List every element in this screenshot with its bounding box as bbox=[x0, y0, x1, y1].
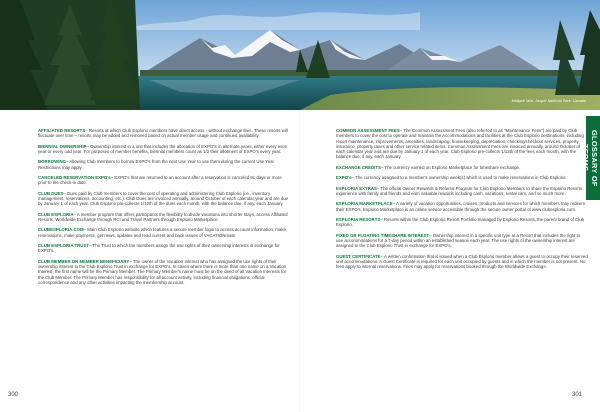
glossary-definition: – Resorts within the Club Esplorio Resort Portfolio managed by Esplorio Resorts, the parent brand of Club Esplorio. bbox=[336, 216, 585, 228]
page-gutter bbox=[299, 110, 301, 412]
glossary-definition: – The currency earned on Esplorio Marketplace for timeshare exchange. bbox=[380, 164, 521, 170]
glossary-term: EXCHANGE CREDITS bbox=[336, 164, 381, 170]
glossary-entry bbox=[38, 243, 290, 254]
mountain-lake-illustration bbox=[0, 0, 600, 110]
glossary-entry bbox=[38, 128, 290, 139]
glossary-entry bbox=[336, 254, 588, 270]
glossary-definition: – A member program that offers participants the flexibility to divide vacations into shorter stays, access Affiliated Resorts, Worldwide Exchange through RCI and Travel Partners through Esplorio Marketplace. bbox=[38, 211, 288, 222]
glossary-entry bbox=[336, 186, 588, 197]
glossary-entry bbox=[38, 159, 290, 170]
glossary-term: FIXED OR FLOATING TIMESHARE INTEREST bbox=[336, 232, 430, 238]
glossary-entry bbox=[38, 175, 290, 186]
glossary-term: AFFILIATED RESORTS bbox=[38, 128, 86, 133]
glossary-term: CLUB MEMBER OR MEMBER BENEFICIARY bbox=[38, 258, 130, 264]
glossary-term: EXPO's bbox=[336, 175, 352, 181]
glossary-definition: – The official Owner Rewards & Referral Program for Club Esplorio Members to share the Esplorio Resorts experience with family and friends and earn valuable rewards including cash, vacations, rental cars, and so much more. bbox=[336, 185, 583, 196]
glossary-entry bbox=[336, 233, 588, 249]
page-number-right: 301 bbox=[571, 392, 582, 398]
glossary-term: CANCELED RESERVATION EXPO's bbox=[38, 175, 111, 181]
glossary-term: ESPLORIA MARKETPLACE bbox=[336, 201, 393, 207]
glossary-entry bbox=[38, 191, 290, 207]
glossary-definition: – Resorts at which Club Esplorio members have direct access - without exchange fees. These resorts will fluctuate over time – resorts may be added and removed based on actual member usage and continued availability. bbox=[38, 128, 288, 139]
glossary-definition: – Allowing Club members to borrow EXPO's from the next Use Year to use them during the current Use Year. Restrictions may apply. bbox=[38, 159, 275, 170]
glossary-term: CLUB DUES bbox=[38, 190, 64, 196]
glossary-term: COMMON ASSESSMENT FEES bbox=[336, 128, 400, 133]
glossary-definition: – The currency assigned to a member's ownership week(s) which is used to make reservations in Club Esplorio. bbox=[351, 175, 567, 181]
header-photo bbox=[0, 0, 600, 110]
glossary-entry bbox=[336, 217, 588, 228]
glossary-entry bbox=[336, 201, 588, 212]
photo-caption: Maligne lake, Jasper National Park, Canada bbox=[511, 99, 586, 103]
glossary-definition: – A written confirmation that is issued when a Club Esplorio member allows a guest to occupy their reserved unit accommodations. A Guest Certificate is required for each unit occupied by guests and in which the member is not present. No fees apply to internal reservations. Fees may apply for reservations booked through the Worldwide Exchange. bbox=[336, 253, 588, 270]
glossary-definition: – The Trust to which the members assign the use rights of their ownership interests in exchange for EXPO's. bbox=[38, 243, 280, 254]
glossary-term: GUEST CERTIFICATE bbox=[336, 253, 381, 259]
glossary-term: BORROWING bbox=[38, 159, 66, 165]
glossary-term: ESPLORIA EXTRAS bbox=[336, 185, 377, 191]
glossary-definition: – A variety of vacation opportunities, cruises, products and services for which members may redeem their EXPO's. Esplorio Marketplace is an online service accessible through the secure owner portal of www.clubesploria.com. bbox=[336, 201, 585, 212]
glossary-entry bbox=[38, 144, 290, 155]
glossary-entry bbox=[38, 259, 290, 285]
glossary-term: BIENNIAL OWNERSHIP bbox=[38, 143, 87, 149]
glossary-definition: – The owner of the Vacation Interest who has assigned the use rights of their ownership interest to the Club Esplorio Trust in exchange for EXPO's. In cases where there is more than one name on a Vacation Interest, the first name will be the Primary Member. The Primary Member's name must be on the deed of all Vacation Interests for the Club Member. The Primary Member has responsibility for all account activity, including financial obligations, official correspondence and any other activities impacting the membership account. bbox=[38, 258, 287, 285]
glossary-term: CLUB ESPLORIA bbox=[38, 211, 74, 217]
glossary-entry bbox=[336, 165, 588, 170]
glossary-entry bbox=[38, 227, 290, 238]
page-number-left: 300 bbox=[8, 392, 19, 398]
glossary-tab-label: GLOSSARY OF TERMS bbox=[581, 129, 599, 187]
glossary-right-column bbox=[336, 128, 588, 275]
glossary-definition: – Dues paid by Club members to cover the cost of operating and administering Club Esplorio (i.e., inventory management, reservations, accounting, etc.). Club Dues are invoiced annually, around October of each calendar year and are due by January 1 of each year. Club Esplorio pre-collects 1/12th of the dues each month, with the balance due, if any, each January. bbox=[38, 190, 289, 207]
glossary-definition: – Main Club Esplorio website which features a secure member login to access account information, make reservations, make payments, get news, updates and read current and back issues of VACATIONmate. bbox=[38, 227, 286, 238]
glossary-entry bbox=[336, 128, 588, 160]
glossary-entry bbox=[38, 212, 290, 223]
glossary-term: CLUBESPLORIA.COM bbox=[38, 227, 84, 233]
glossary-definition: – EXPO's that are returned to an account after a reservation is canceled 91 days or more prior to the check-in date. bbox=[38, 175, 282, 186]
glossary-definition: – Ownership interest in a specific unit type at a Resort that includes the right to use accommodations for a 7-day period within an established season each year. The use rights of the ownership interest are assigned to the Club Esplorio Trust in exchange for EXPO's. bbox=[336, 232, 581, 249]
glossary-definition: – Ownership interest in a unit that includes the allocation of EXPO'S in alternate years, either every even year or every odd year. For purposes of member benefits, biennial members count as 1/2 their allotment of EXPO's every year. bbox=[38, 143, 288, 154]
glossary-term: CLUB ESPLORIA TRUST bbox=[38, 243, 89, 249]
glossary-left-column bbox=[38, 128, 290, 290]
glossary-entry bbox=[336, 175, 588, 180]
glossary-definition: – The Common Assessment Fees (also referred to as "Maintenance Fees") are paid by Club members to cover the cost to operate and maintain the Accommodations and facilities at the Club Esplorio destinations, including resort maintenance, improvements, amenities, landscaping, housekeeping, depreciation, checking/checkout services, property insurance, property taxes and other service related items. Common Assessment Fees are invoiced annually, around October of each calendar year and are due by January 1 of each year. Club Esplorio pre-collects 1/12th of the fees each month, with the balance due, if any, each January. bbox=[336, 128, 584, 160]
glossary-term: ESPLORIA RESORTS bbox=[336, 216, 381, 222]
